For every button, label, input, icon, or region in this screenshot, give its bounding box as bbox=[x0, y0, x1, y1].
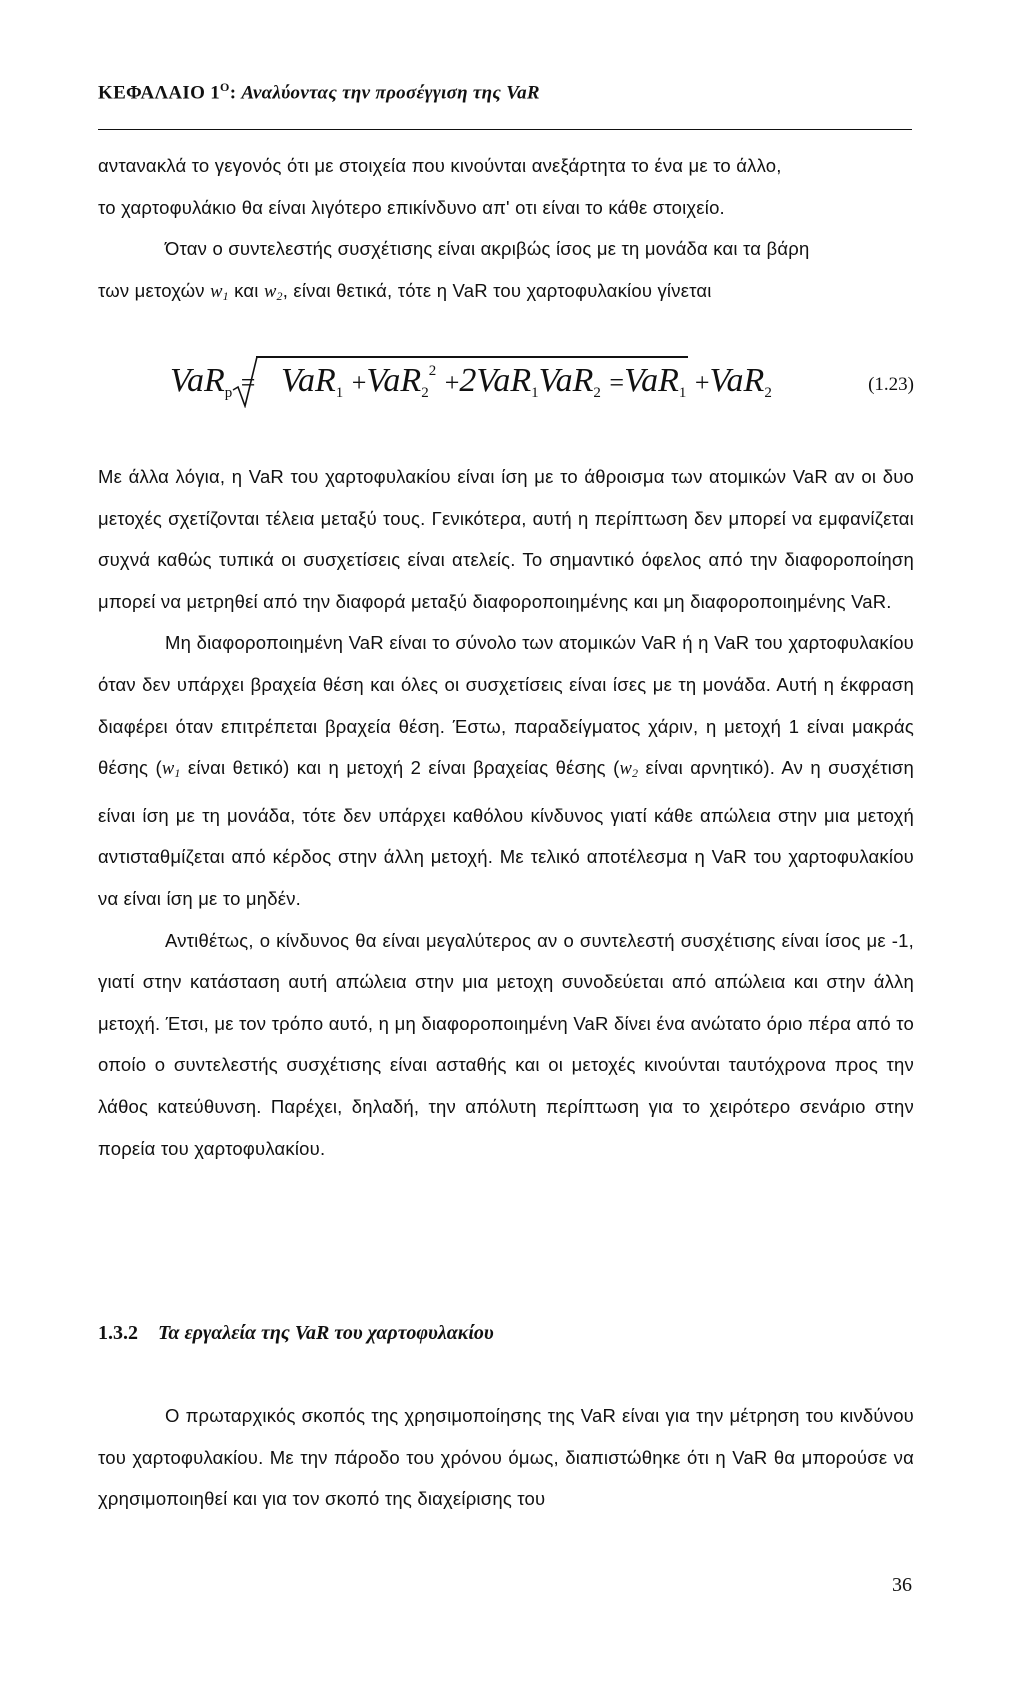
paragraph-5: Αντιθέτως, ο κίνδυνος θα είναι μεγαλύτερος αν ο συντελεστή συσχέτισης είναι ίσος με -1, γιατί στην κατάσταση αυτή απώλεια στην μια μετοχη συνοδεύεται από απώλεια και στην άλλη μετοχή. Έτσι, με τον τρόπο αυτό, η μη διαφοροποιημένη VaR δίνει ένα ανώτατο όριο πέρα από το οποίο ο συντελεστής συσχέτισης είναι ασταθής και οι μετοχές κινούνται ταυτόχρονα προς την λάθος κατεύθυνση. Παρέχει, δηλαδή, την απόλυτη περίπτωση για το χειρότερο σενάριο στην πορεία του χαρτοφυλακίου. bbox=[98, 929, 914, 1159]
paragraph-1-line-2: το χαρτοφυλάκιο θα είναι λιγότερο επικίνδυνο απ' οτι είναι το κάθε στοιχείο. bbox=[98, 196, 725, 218]
paragraph-2-line-1: Όταν ο συντελεστής συσχέτισης είναι ακριβώς ίσος με τη μονάδα και τα βάρη bbox=[165, 238, 810, 260]
weight-w2: $w_2$ bbox=[263, 281, 283, 303]
text-block-top bbox=[98, 145, 914, 317]
paragraph-3: Με άλλα λόγια, η VaR του χαρτοφυλακίου είναι ίση με το άθροισμα των ατομικών VaR αν οι δυο μετοχές σχετίζονται τέλεια μεταξύ τους. Γενικότερα, αυτή η περίπτωση δεν μπορεί να εμφανίζεται συχνά καθώς τυπικά οι συσχετίσεις είναι ατελείς. Το σημαντικό όφελος από την διαφοροποίηση μπορεί να μετρηθεί από την διαφορά μεταξύ διαφοροποιημένης και μη διαφοροποιημένης VaR. bbox=[98, 466, 914, 612]
text-block-bottom bbox=[98, 1395, 914, 1520]
running-header bbox=[98, 80, 540, 104]
section-title: Τα εργαλεία της VaR του χαρτοφυλακίου bbox=[158, 1322, 494, 1344]
chapter-subtitle: Αναλύοντας την προσέγγιση της VaR bbox=[241, 82, 540, 104]
paragraph-6: Ο πρωταρχικός σκοπός της χρησιμοποίησης της VaR είναι για την μέτρηση του κινδύνου του χαρτοφυλακίου. Με την πάροδο του χρόνου όμως, διαπιστώθηκε ότι η VaR θα μπορούσε να χρησιμοποιηθεί και για τον σκοπό της διαχείρισης του bbox=[98, 1405, 914, 1510]
equation-number: (1.23) bbox=[868, 374, 914, 395]
paragraph-4: Μη διαφοροποιημένη VaR είναι το σύνολο των ατομικών VaR ή η VaR του χαρτοφυλακίου όταν δεν υπάρχει βραχεία θέση και όλες οι συσχετίσεις είναι ίσες με τη μονάδα. Αυτή η έκφραση διαφέρει όταν επιτρέπεται βραχεία θέση. Έστω, παραδείγματος χάριν, η μετοχή 1 είναι μακράς θέσης ($w_1$ είναι θετικό) και η μετοχή 2 είναι βραχείας θέσης ($w_2$ είναι αρνητικό). Αν η συσχέτιση είναι ίση με τη μονάδα, τότε δεν υπάρχει καθόλου κίνδυνος γιατί κάθε απώλεια στην μια μετοχή αντισταθμίζεται από κέρδος στην άλλη μετοχή. Με τελικό αποτέλεσμα η VaR του χαρτοφυλακίου να είναι ίση με το μηδέν. bbox=[98, 632, 915, 909]
weight-w1: $w_1$ bbox=[210, 281, 229, 303]
equation-expression: VaRp = $VaR1 +VaR2^2 +2VaR1VaR2 =VaR1 +VaR2$ bbox=[170, 362, 772, 401]
page-number: 36 bbox=[892, 1574, 912, 1596]
weight-w2-inline: $w_2$ bbox=[619, 759, 639, 781]
weight-w1-inline: $w_1$ bbox=[161, 759, 181, 781]
text-block-middle bbox=[98, 456, 914, 1169]
header-colon: : bbox=[229, 82, 237, 104]
chapter-superscript: Ο bbox=[220, 80, 230, 94]
text-segment: των μετοχών bbox=[98, 279, 205, 301]
paragraph-1-line-1: αντανακλά το γεγονός ότι με στοιχεία που κινούνται ανεξάρτητα το ένα με το άλλο, bbox=[98, 155, 782, 176]
section-number: 1.3.2 bbox=[98, 1322, 138, 1344]
paragraph-2-line-2 bbox=[98, 270, 914, 318]
text-segment: , είναι θετικά, τότε η VaR του χαρτοφυλακίου γίνεται bbox=[282, 279, 712, 301]
chapter-label: ΚΕΦΑΛΑΙΟ 1 bbox=[98, 82, 221, 104]
square-root-bar bbox=[256, 356, 688, 358]
equation-1-23 bbox=[170, 348, 914, 418]
header-rule bbox=[98, 129, 912, 130]
text-segment: και bbox=[234, 279, 259, 301]
section-heading bbox=[98, 1322, 494, 1345]
